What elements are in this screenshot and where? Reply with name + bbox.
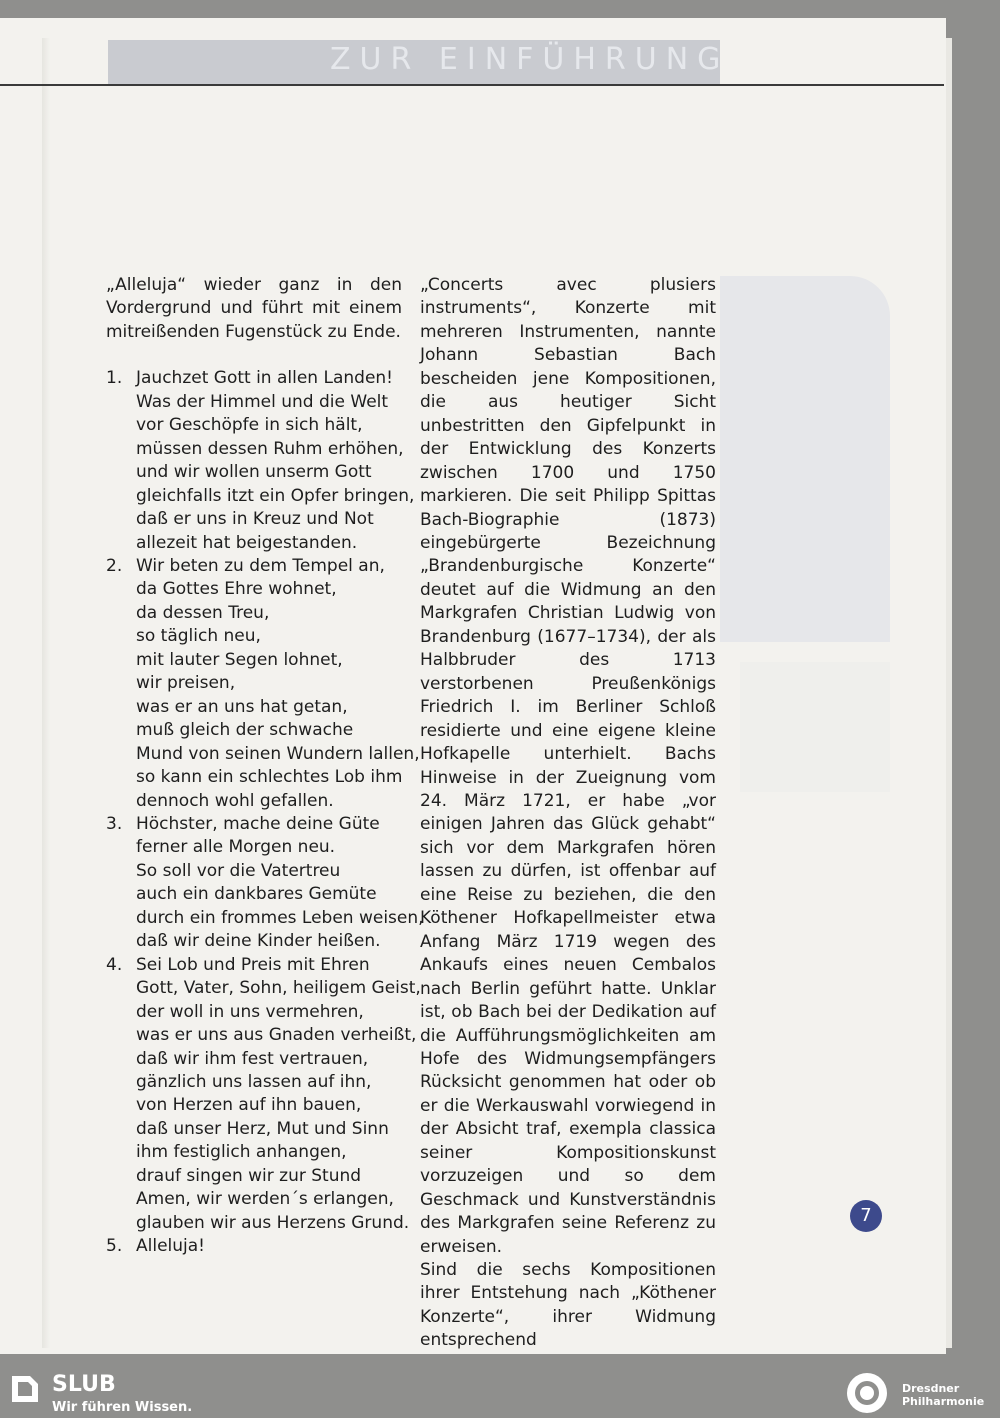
verse-line: und wir wollen unserm Gott bbox=[136, 462, 372, 483]
verse-number: 1. bbox=[106, 368, 123, 389]
verse bbox=[106, 555, 420, 813]
verse-line: Amen, wir werden´s erlangen, bbox=[136, 1189, 394, 1210]
philharmonie-name bbox=[902, 1382, 984, 1408]
philharmonie-name-line1: Dresdner bbox=[902, 1382, 960, 1395]
paragraph-gap bbox=[106, 344, 402, 367]
show-through-caption bbox=[740, 662, 890, 792]
verse-line: was er an uns hat getan, bbox=[136, 696, 348, 717]
verse-line: da Gottes Ehre wohnet, bbox=[136, 579, 337, 600]
verse-line: ferner alle Morgen neu. bbox=[136, 837, 336, 858]
verse-line: glauben wir aus Herzens Grund. bbox=[136, 1212, 410, 1233]
verse bbox=[106, 813, 424, 954]
philharmonie-name-line2: Philharmonie bbox=[902, 1395, 985, 1408]
page-fold bbox=[42, 38, 50, 1348]
slub-tagline: Wir führen Wissen. bbox=[52, 1400, 193, 1415]
essay-paragraph-1: „Concerts avec plusiers instruments“, Konzerte mit mehreren Instrumenten, nannte Johann Sebastian Bach bescheiden jene Kompositionen, die aus heutiger Sicht unbestritten den Gipfelpunkt in der Entwicklung des Konzerts zwischen 1700 und 1750 markieren. Die seit Philipp Spittas Bach-Biographie (1873) eingebürgerte Bezeichnung „Brandenburgische Konzerte“ deutet auf die Widmung an den Markgrafen Christian Ludwig von Brandenburg (1677–1734), der als Halbbruder des 1713 verstorbenen Preußenkönigs Friedrich I. im Berliner Schloß residierte und eine eigene kleine Hofkapelle unterhielt. Bachs Hinweise in der Zueignung vom 24. März 1721, er habe „vor einigen Jahren das Glück gehabt“ sich vor dem Markgrafen hören lassen zu dürfen, ist offenbar auf eine Reise zu beziehen, die den Köthener Hofkapellmeister etwa Anfang März 1719 wegen des Ankaufs eines neuen Cembalos nach Berlin geführt hatte. Unklar ist, ob Bach bei der Dedikation auf die Aufführungsmöglichkeiten am Hofe des Widmungsempfängers Rücksicht genommen hat oder ob er die Werkauswahl vorwiegend in der Absicht traf, exempla classica seiner Kompositionskunst vorzuzeigen und so dem Geschmack und Kunstverständnis des Markgrafen seine Referenz zu erweisen. bbox=[420, 275, 716, 1257]
verse-line: da dessen Treu, bbox=[136, 602, 270, 623]
verse-line: gänzlich uns lassen auf ihn, bbox=[136, 1071, 372, 1092]
right-text-column bbox=[420, 274, 716, 1353]
philharmonie-logo-icon bbox=[842, 1370, 892, 1416]
verse-line: durch ein frommes Leben weisen, bbox=[136, 907, 424, 928]
verse-line: Höchster, mache deine Güte bbox=[136, 813, 380, 834]
verse-lines bbox=[136, 954, 421, 1235]
verse-line: gleichfalls itzt ein Opfer bringen, bbox=[136, 485, 415, 506]
verse-line: daß unser Herz, Mut und Sinn bbox=[136, 1118, 389, 1139]
verse-line: daß wir ihm fest vertrauen, bbox=[136, 1048, 369, 1069]
verse-lines bbox=[136, 1235, 402, 1258]
header-rule bbox=[0, 84, 944, 86]
left-text-column bbox=[106, 274, 424, 1259]
verse-line: wir preisen, bbox=[136, 673, 236, 694]
verse-line: mit lauter Segen lohnet, bbox=[136, 649, 343, 670]
verse-line: so kann ein schlechtes Lob ihm bbox=[136, 767, 403, 788]
verse-line: Jauchzet Gott in allen Landen! bbox=[136, 368, 393, 389]
verse-line: So soll vor die Vatertreu bbox=[136, 860, 341, 881]
verse-line: vor Geschöpfe in sich hält, bbox=[136, 415, 363, 436]
verse-line: Mund von seinen Wundern lallen, bbox=[136, 743, 420, 764]
verse-line: dennoch wohl gefallen. bbox=[136, 790, 334, 811]
page-edge bbox=[946, 38, 952, 1348]
verse-number: 2. bbox=[106, 555, 123, 576]
verse-line: Alleluja! bbox=[136, 1236, 205, 1257]
verse-line: Sei Lob und Preis mit Ehren bbox=[136, 954, 370, 975]
verse-number: 3. bbox=[106, 813, 123, 834]
verse bbox=[106, 954, 421, 1235]
verse-line: müssen dessen Ruhm erhöhen, bbox=[136, 438, 404, 459]
verse bbox=[106, 367, 415, 555]
verse-line: ihm festiglich anhangen, bbox=[136, 1142, 347, 1163]
verse-line: daß er uns in Kreuz und Not bbox=[136, 509, 374, 530]
intro-paragraph: „Alleluja“ wieder ganz in den Vordergrund und führt mit einem mitreißenden Fugenstück zu Ende. bbox=[106, 275, 402, 342]
verse-line: so täglich neu, bbox=[136, 626, 261, 647]
verse-lines bbox=[136, 813, 424, 954]
chorale-verses bbox=[106, 367, 424, 1258]
verse-line: auch ein dankbares Gemüte bbox=[136, 884, 377, 905]
verse-line: der woll in uns vermehren, bbox=[136, 1001, 364, 1022]
verse bbox=[106, 1235, 402, 1258]
verse-line: allezeit hat beigestanden. bbox=[136, 532, 358, 553]
verse-line: von Herzen auf ihn bauen, bbox=[136, 1095, 362, 1116]
verse-line: Was der Himmel und die Welt bbox=[136, 391, 389, 412]
verse-line: drauf singen wir zur Stund bbox=[136, 1165, 362, 1186]
verse-number: 4. bbox=[106, 954, 123, 975]
verse-lines bbox=[136, 367, 414, 555]
slub-name: SLUB bbox=[52, 1372, 116, 1397]
essay-paragraph-2: Sind die sechs Kompositionen ihrer Entstehung nach „Köthener Konzerte“, ihrer Widmung entsprechend bbox=[420, 1260, 716, 1351]
verse-number: 5. bbox=[106, 1236, 123, 1257]
verse-line: muß gleich der schwache bbox=[136, 720, 354, 741]
slub-logo-icon bbox=[10, 1374, 40, 1404]
section-header-title: ZUR EINFÜHRUNG bbox=[330, 42, 730, 77]
show-through-image bbox=[720, 276, 890, 642]
verse-line: was er uns aus Gnaden verheißt, bbox=[136, 1025, 417, 1046]
verse-lines bbox=[136, 555, 420, 813]
page-number-badge: 7 bbox=[850, 1200, 882, 1232]
verse-line: daß wir deine Kinder heißen. bbox=[136, 931, 381, 952]
verse-line: Wir beten zu dem Tempel an, bbox=[136, 555, 385, 576]
verse-line: Gott, Vater, Sohn, heiligem Geist, bbox=[136, 978, 421, 999]
